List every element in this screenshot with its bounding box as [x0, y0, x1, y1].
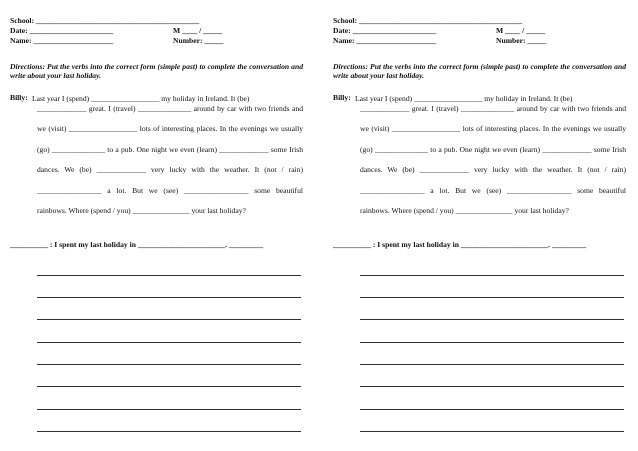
writing-line[interactable]: [360, 387, 624, 409]
directions: Directions: Put the verbs into the correct form (simple past) to complete the conversation and write about your last holiday.: [10, 62, 303, 81]
dialog-paragraph: _____________ great. I (travel) ______________ around by car with two friends and we (visit) __________________ lots of interesting places. In the evenings we usually (go) ______________ to a pub. One night we even (learn) _____________ some Irish dances. We (be) _____________ very lucky with the weather. It (not / rain) _________________ a lot. But we (see) _________________ some beautiful rainbows. Where (spend / you) _______________ your last holiday?: [360, 103, 626, 216]
dialog-first-line: Last year I (spend) __________________ my holiday in Ireland. It (be): [32, 93, 250, 103]
date-line: [333, 26, 626, 36]
name-field: Name: _____________________: [10, 36, 114, 45]
writing-line[interactable]: [37, 298, 301, 320]
writing-line[interactable]: [37, 253, 301, 275]
dialog: [333, 93, 626, 222]
worksheet-right: [333, 16, 626, 432]
speaker-label: Billy:: [10, 92, 28, 102]
summary-line: __________ : I spent my last holiday in _______________________. _________: [333, 239, 587, 249]
number-field: Number: _____: [496, 36, 547, 45]
writing-line[interactable]: [37, 387, 301, 409]
writing-line[interactable]: [37, 365, 301, 387]
writing-line[interactable]: [360, 276, 624, 298]
writing-line[interactable]: [360, 320, 624, 342]
name-field: Name: _____________________: [333, 36, 437, 45]
writing-line[interactable]: [37, 343, 301, 365]
writing-line[interactable]: [37, 320, 301, 342]
summary-line: __________ : I spent my last holiday in _______________________. _________: [10, 239, 264, 249]
school-line: School: ___________________________________________: [333, 16, 523, 25]
date-field: Date: ______________________: [333, 26, 437, 35]
writing-lines: [333, 253, 626, 431]
writing-line[interactable]: [360, 410, 624, 432]
writing-line[interactable]: [360, 253, 624, 275]
date-line: [10, 26, 303, 36]
dialog-paragraph: _____________ great. I (travel) ______________ around by car with two friends and we (visit) __________________ lots of interesting places. In the evenings we usually (go) ______________ to a pub. One night we even (learn) _____________ some Irish dances. We (be) _____________ very lucky with the weather. It (not / rain) _________________ a lot. But we (see) _________________ some beautiful rainbows. Where (spend / you) _______________ your last holiday?: [37, 103, 303, 216]
speaker-label: Billy:: [333, 92, 351, 102]
school-line: School: ___________________________________________: [10, 16, 200, 25]
worksheet-left: [10, 16, 303, 432]
writing-line[interactable]: [360, 298, 624, 320]
dialog-first-line: Last year I (spend) __________________ my holiday in Ireland. It (be): [355, 93, 573, 103]
name-line: [10, 36, 303, 46]
dialog: [10, 93, 303, 222]
class-field: M ____ / _____: [173, 26, 223, 35]
writing-line[interactable]: [37, 276, 301, 298]
writing-line[interactable]: [37, 410, 301, 432]
directions: Directions: Put the verbs into the correct form (simple past) to complete the conversation and write about your last holiday.: [333, 62, 626, 81]
name-line: [333, 36, 626, 46]
class-field: M ____ / _____: [496, 26, 546, 35]
writing-line[interactable]: [360, 365, 624, 387]
writing-lines: [10, 253, 303, 431]
date-field: Date: ______________________: [10, 26, 114, 35]
writing-line[interactable]: [360, 343, 624, 365]
number-field: Number: _____: [173, 36, 224, 45]
